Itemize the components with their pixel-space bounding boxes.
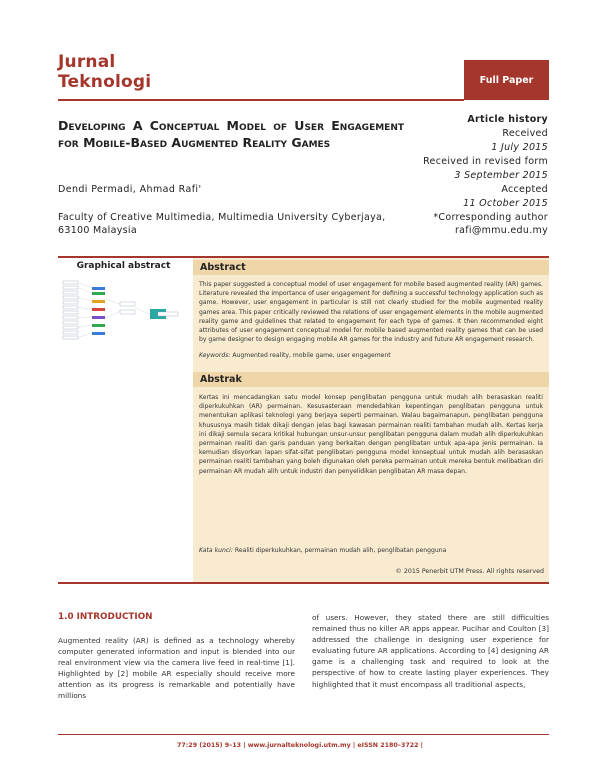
received-date: 1 July 2015 [491, 142, 548, 153]
graphical-abstract-diagram [62, 279, 186, 349]
abstrak-heading: Abstrak [193, 372, 549, 387]
page-footer: 77:29 (2015) 9–13 | www.jurnalteknologi.utm.my | eISSN 2180–3722 | [177, 742, 423, 749]
section-heading-introduction: 1.0 INTRODUCTION [58, 612, 153, 622]
introduction-text-left: Augmented reality (AR) is defined as a technology whereby computer generated information and input is blended into our real environment view via the camera live feed in real-time [1]. Highlighted by [2] mobile AR especially should receive more attention as its progress is remarkable and potentially have millions [58, 636, 295, 701]
abstract-bottom-rule [58, 582, 549, 584]
received-label: Received [502, 128, 548, 139]
abstract-keywords-label: Keywords: [199, 352, 231, 359]
article-authors: Dendi Permadi, Ahmad Rafi' [58, 184, 202, 195]
revised-label: Received in revised form [423, 156, 548, 167]
corresponding-author-label: *Corresponding author [433, 212, 548, 223]
copyright-notice: © 2015 Penerbit UTM Press. All rights reserved [395, 568, 544, 575]
abstract-keywords [199, 351, 543, 360]
abstract-text: This paper suggested a conceptual model of user engagement for mobile based augmented reality (AR) games. Literature revealed the importance of user engagement for defining a successful technology application such as game. However, user engagement in particular is still not clearly studied for the mobile augmented reality games area. This paper critically reviewed the relations of user engagement elements in the mobile augmented reality game and guidelines that related to engagement for each type of games. It then recommended eight attributes of user engagement conceptual model for mobile based augmented reality games that can be used by game designer to design engaging mobile AR games for the industry and future AR engagement research. [199, 281, 543, 344]
article-history [423, 113, 548, 211]
revised-date: 3 September 2015 [454, 170, 548, 181]
full-paper-badge: Full Paper [464, 60, 549, 100]
introduction-text-right: of users. However, they stated there are still difficulties remained thus no killer AR apps appear. Pucihar and Coulton [3] addressed the challenge in designing user experience for evaluating future AR applications. According to [4] designing AR game is a challenging task and required to look at the perspective of how to create lasting player experiences. They highlighted that it must encompass all traditional aspects, [312, 613, 549, 689]
author-affiliation: Faculty of Creative Multimedia, Multimedia University Cyberjaya, 63100 Malaysia [58, 212, 386, 236]
abstrak-keywords-value: Realiti diperkukuhkan, permainan mudah alih, penglibatan pengguna [234, 547, 447, 554]
abstrak-text: Kertas ini mencadangkan satu model konsep penglibatan pengguna untuk mudah alih berasaskan realiti diperkukuhkan (AR) permainan. Kesusasteraan mendedahkan kepentingan penglibatan pengguna untuk menentukan aplikasi teknologi yang berjaya seperti permainan. Walau bagaimanapun, penglibatan pengguna khususnya masih tidak dikaji dengan jelas bagi kawasan permainan realiti tambahan mudah alih. Kertas kerja ini dikaji semula secara kritikal hubungan unsur-unsur penglibatan pengguna dalam mudah alih diperkukuhkan permainan realiti dan garis panduan yang berkaitan dengan penglibatan untuk apa-apa jenis permainan. Ia kemudian disyorkan lapan sifat-sifat penglibatan pengguna model konseptual untuk mudah alih berasaskan permainan realiti tambahan yang boleh digunakan oleh pereka permainan untuk mereka bentuk melibatkan diri permainan AR mudah alih untuk industri dan penyelidikan penglibatan AR masa depan. [199, 394, 543, 475]
graphical-abstract-heading: Graphical abstract [76, 261, 171, 271]
footer-divider [58, 734, 549, 735]
corresponding-author [433, 211, 548, 237]
abstract-keywords-value: Augmented reality, mobile game, user engagement [232, 352, 391, 359]
abstrak-keywords-label: Kata kunci: [199, 547, 233, 554]
corresponding-author-email[interactable]: rafi@mmu.edu.my [454, 225, 548, 236]
accepted-label: Accepted [501, 184, 548, 195]
journal-name-line1: Jurnal [58, 52, 116, 72]
accepted-date: 11 October 2015 [463, 198, 548, 209]
abstract-heading: Abstract [193, 260, 549, 275]
article-history-heading: Article history [467, 114, 548, 125]
abstrak-keywords [199, 546, 543, 555]
journal-logo [58, 52, 151, 92]
journal-name-line2: Teknologi [58, 72, 152, 92]
header-divider [58, 99, 464, 101]
article-title: Developing A Conceptual Model of User Engagement for Mobile-Based Augmented Reality Games [58, 118, 404, 150]
